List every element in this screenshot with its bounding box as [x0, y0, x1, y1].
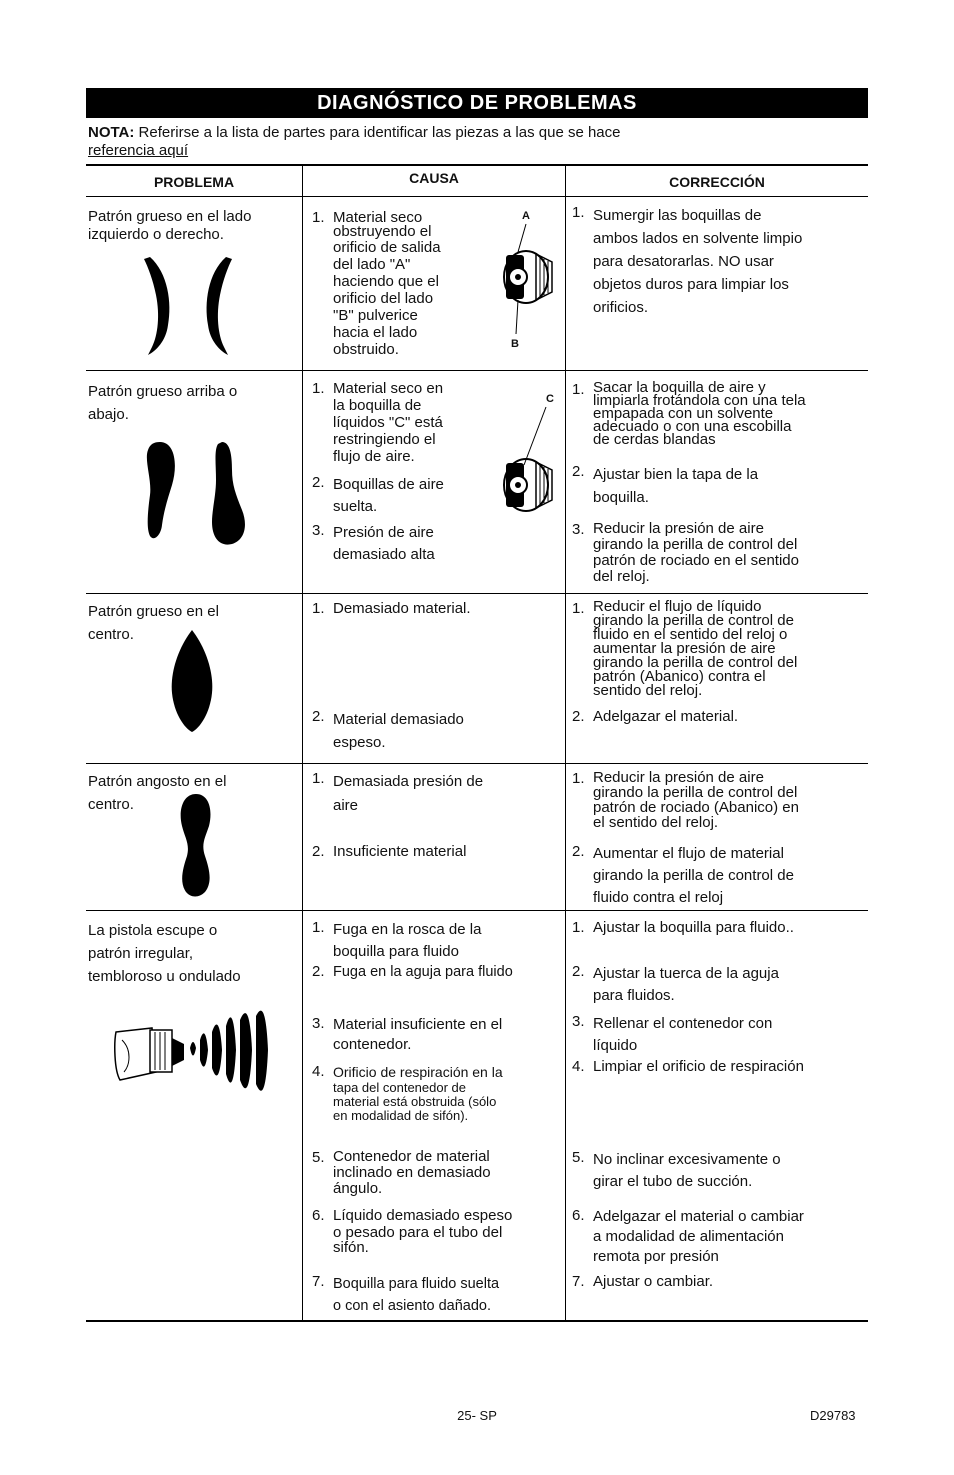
item-number: 1. [312, 209, 325, 226]
item-number: 6. [572, 1207, 585, 1224]
correction-line: girando la perilla de control del [593, 536, 798, 553]
note-text: Referirse a la lista de partes para identificar las piezas a las que se hace [134, 124, 621, 141]
correction-line: el sentido del reloj. [593, 814, 719, 831]
correction-line: Reducir la presión de aire [593, 520, 764, 537]
correction-line: sentido del reloj. [593, 682, 703, 699]
cause-line: sifón. [333, 1239, 369, 1256]
cause-line: Material insuficiente en el [333, 1016, 503, 1033]
cause-line: Presión de aire [333, 524, 434, 541]
correction-line: ambos lados en solvente limpio [593, 230, 803, 247]
cause-line: espeso. [333, 734, 386, 751]
header-correction: CORRECCIÓN [669, 174, 765, 190]
correction-line: orificios. [593, 299, 649, 316]
row5-problem [88, 919, 241, 988]
split-pattern-icon [138, 255, 238, 360]
top-bottom-pattern-icon [140, 440, 255, 550]
item-number: 1. [572, 204, 585, 221]
correction-line: objetos duros para limpiar los [593, 276, 789, 293]
cause-line: Material demasiado [333, 711, 464, 728]
problem-line: patrón irregular, [88, 945, 194, 962]
label-a: A [522, 210, 530, 222]
item-number: 2. [312, 708, 325, 725]
correction-line: aumentar la presión de aire [593, 640, 776, 657]
note [88, 124, 868, 160]
air-cap-icon [496, 405, 561, 525]
cause-line: suelta. [333, 498, 378, 515]
item-number: 6. [312, 1207, 325, 1224]
problem-line: Patrón grueso arriba o [88, 383, 238, 400]
correction-line: girando la perilla de control de [593, 867, 794, 884]
correction-line: remota por presión [593, 1248, 719, 1265]
cause-line: del lado "A" [333, 256, 411, 273]
correction-line: Reducir la presión de aire [593, 769, 764, 786]
correction-line: girando la perilla de control de [593, 612, 794, 629]
correction-line: líquido [593, 1037, 638, 1054]
problem-line: centro. [88, 796, 134, 813]
cause-line: contenedor. [333, 1036, 412, 1053]
column-rule [302, 165, 303, 1320]
table-top-rule [86, 164, 868, 166]
cause-line: Boquilla para fluido suelta [333, 1276, 500, 1292]
problem-line: Patrón angosto en el [88, 773, 227, 790]
item-number: 5. [572, 1149, 585, 1166]
note-text-2: referencia aquí [88, 142, 189, 159]
table-bottom-rule [86, 1320, 868, 1322]
row-rule [86, 593, 868, 594]
item-number: 7. [572, 1273, 585, 1290]
cause-line: demasiado alta [333, 546, 435, 563]
heavy-center-pattern-icon [168, 628, 216, 734]
cause-line: aire [333, 797, 359, 814]
cause-line: material está obstruida (sólo [333, 1094, 497, 1109]
page-number: 25- SP [457, 1408, 497, 1423]
correction-line: para fluidos. [593, 987, 675, 1004]
correction-line: empapada con un solvente [593, 405, 774, 422]
problem-line: abajo. [88, 406, 129, 423]
item-number: 2. [312, 963, 325, 980]
item-number: 1. [572, 919, 585, 936]
cause-line: Fuga en la rosca de la [333, 921, 482, 938]
correction-line: para desatorarlas. NO usar [593, 253, 774, 270]
item-number: 1. [572, 381, 585, 398]
cause-line: flujo de aire. [333, 448, 415, 465]
correction-line: fluido en el sentido del reloj o [593, 626, 788, 643]
page-title: DIAGNÓSTICO DE PROBLEMAS [86, 88, 868, 118]
item-number: 1. [572, 770, 585, 787]
cause-line: Orificio de respiración en la [333, 1064, 503, 1080]
problem-line: izquierdo o derecho. [88, 226, 224, 243]
cause-line: hacia el lado [333, 324, 418, 341]
correction-line: Sacar la boquilla de aire y [593, 379, 766, 396]
cause-line: Líquido demasiado espeso [333, 1207, 513, 1224]
air-cap-icon [496, 222, 561, 337]
row-rule [86, 910, 868, 911]
item-number: 2. [312, 843, 325, 860]
cause-line: inclinado en demasiado [333, 1164, 491, 1181]
problem-line: tembloroso u ondulado [88, 968, 241, 985]
spray-gun-icon [112, 1010, 272, 1095]
item-number: 7. [312, 1273, 325, 1290]
note-label: NOTA: [88, 124, 135, 141]
cause-line: o con el asiento dañado. [333, 1298, 492, 1314]
correction-line: Ajustar o cambiar. [593, 1273, 714, 1290]
correction-line: girando la perilla de control del [593, 654, 798, 671]
label-c: C [546, 393, 554, 405]
correction-line: girar el tubo de succión. [593, 1173, 753, 1190]
cause-line: Insuficiente material [333, 843, 467, 860]
cause-line: en modalidad de sifón). [333, 1108, 469, 1123]
label-b: B [511, 338, 519, 350]
correction-line: Ajustar la boquilla para fluido.. [593, 919, 794, 936]
row1-problem [88, 208, 251, 244]
header-problem: PROBLEMA [153, 174, 235, 190]
cause-line: Fuga en la aguja para fluido [333, 964, 513, 980]
correction-line: fluido contra el reloj [593, 889, 724, 906]
problem-line: Patrón grueso en el [88, 603, 219, 620]
item-number: 3. [312, 522, 325, 539]
problem-line: Patrón grueso en el lado [88, 208, 252, 225]
correction-line: patrón de rociado (Abanico) en [593, 799, 799, 816]
item-number: 3. [572, 1013, 585, 1030]
cause-line: la boquilla de [333, 397, 422, 414]
item-number: 5. [312, 1149, 325, 1166]
problem-line: centro. [88, 626, 134, 643]
cause-line: o pesado para el tubo del [333, 1224, 503, 1241]
cause-line: boquilla para fluido [333, 943, 459, 960]
cause-line: Boquillas de aire [333, 476, 444, 493]
cause-line: tapa del contenedor de [333, 1080, 466, 1095]
item-number: 4. [312, 1063, 325, 1080]
correction-line: boquilla. [593, 489, 649, 506]
cause-line: obstruyendo el [333, 223, 432, 240]
cause-line: Material seco en [333, 380, 444, 397]
item-number: 2. [572, 708, 585, 725]
correction-line: de cerdas blandas [593, 431, 716, 448]
row-rule [86, 763, 868, 764]
item-number: 1. [312, 919, 325, 936]
cause-line: "B" pulverice [333, 307, 418, 324]
correction-line: girando la perilla de control del [593, 784, 798, 801]
correction-line: Reducir el flujo de líquido [593, 598, 762, 615]
correction-line: limpiarla frotándola con una tela [593, 392, 806, 409]
item-number: 1. [312, 380, 325, 397]
correction-line: adecuado o con una escobilla [593, 418, 792, 435]
item-number: 3. [312, 1015, 325, 1032]
correction-line: Aumentar el flujo de material [593, 845, 784, 862]
correction-line: No inclinar excesivamente o [593, 1151, 781, 1168]
item-number: 4. [572, 1058, 585, 1075]
correction-line: a modalidad de alimentación [593, 1228, 784, 1245]
cause-line: haciendo que el [333, 273, 439, 290]
correction-line: Rellenar el contenedor con [593, 1015, 773, 1032]
cause-line: ángulo. [333, 1180, 383, 1197]
item-number: 3. [572, 521, 585, 538]
cause-line: orificio de salida [333, 239, 441, 256]
item-number: 1. [312, 600, 325, 617]
cause-line: Demasiada presión de [333, 773, 484, 790]
narrow-center-pattern-icon [175, 792, 217, 898]
correction-line: Sumergir las boquillas de [593, 207, 762, 224]
column-rule [565, 165, 566, 1320]
document-code: D29783 [810, 1408, 856, 1423]
item-number: 1. [312, 770, 325, 787]
cause-line: Demasiado material. [333, 600, 471, 617]
correction-line: patrón (Abanico) contra el [593, 668, 766, 685]
row2-problem [88, 380, 237, 426]
correction-line: patrón de rociado en el sentido [593, 552, 799, 569]
cause-line: Contenedor de material [333, 1148, 490, 1165]
item-number: 1. [572, 600, 585, 617]
cause-line: obstruido. [333, 341, 399, 358]
correction-line: Adelgazar el material. [593, 708, 739, 725]
header-rule [86, 196, 868, 197]
row-rule [86, 370, 868, 371]
cause-line: orificio del lado [333, 290, 434, 307]
correction-line: Ajustar bien la tapa de la [593, 466, 759, 483]
cause-line: Material seco [333, 209, 423, 226]
item-number: 2. [312, 474, 325, 491]
correction-line: Ajustar la tuerca de la aguja [593, 965, 779, 982]
header-cause: CAUSA [409, 170, 459, 186]
correction-line: Adelgazar el material o cambiar [593, 1208, 804, 1225]
problem-line: La pistola escupe o [88, 922, 218, 939]
item-number: 2. [572, 843, 585, 860]
item-number: 2. [572, 463, 585, 480]
cause-line: restringiendo el [333, 431, 436, 448]
correction-line: Limpiar el orificio de respiración [593, 1058, 804, 1075]
correction-line: del reloj. [593, 568, 650, 585]
item-number: 2. [572, 963, 585, 980]
cause-line: líquidos "C" está [333, 414, 443, 431]
